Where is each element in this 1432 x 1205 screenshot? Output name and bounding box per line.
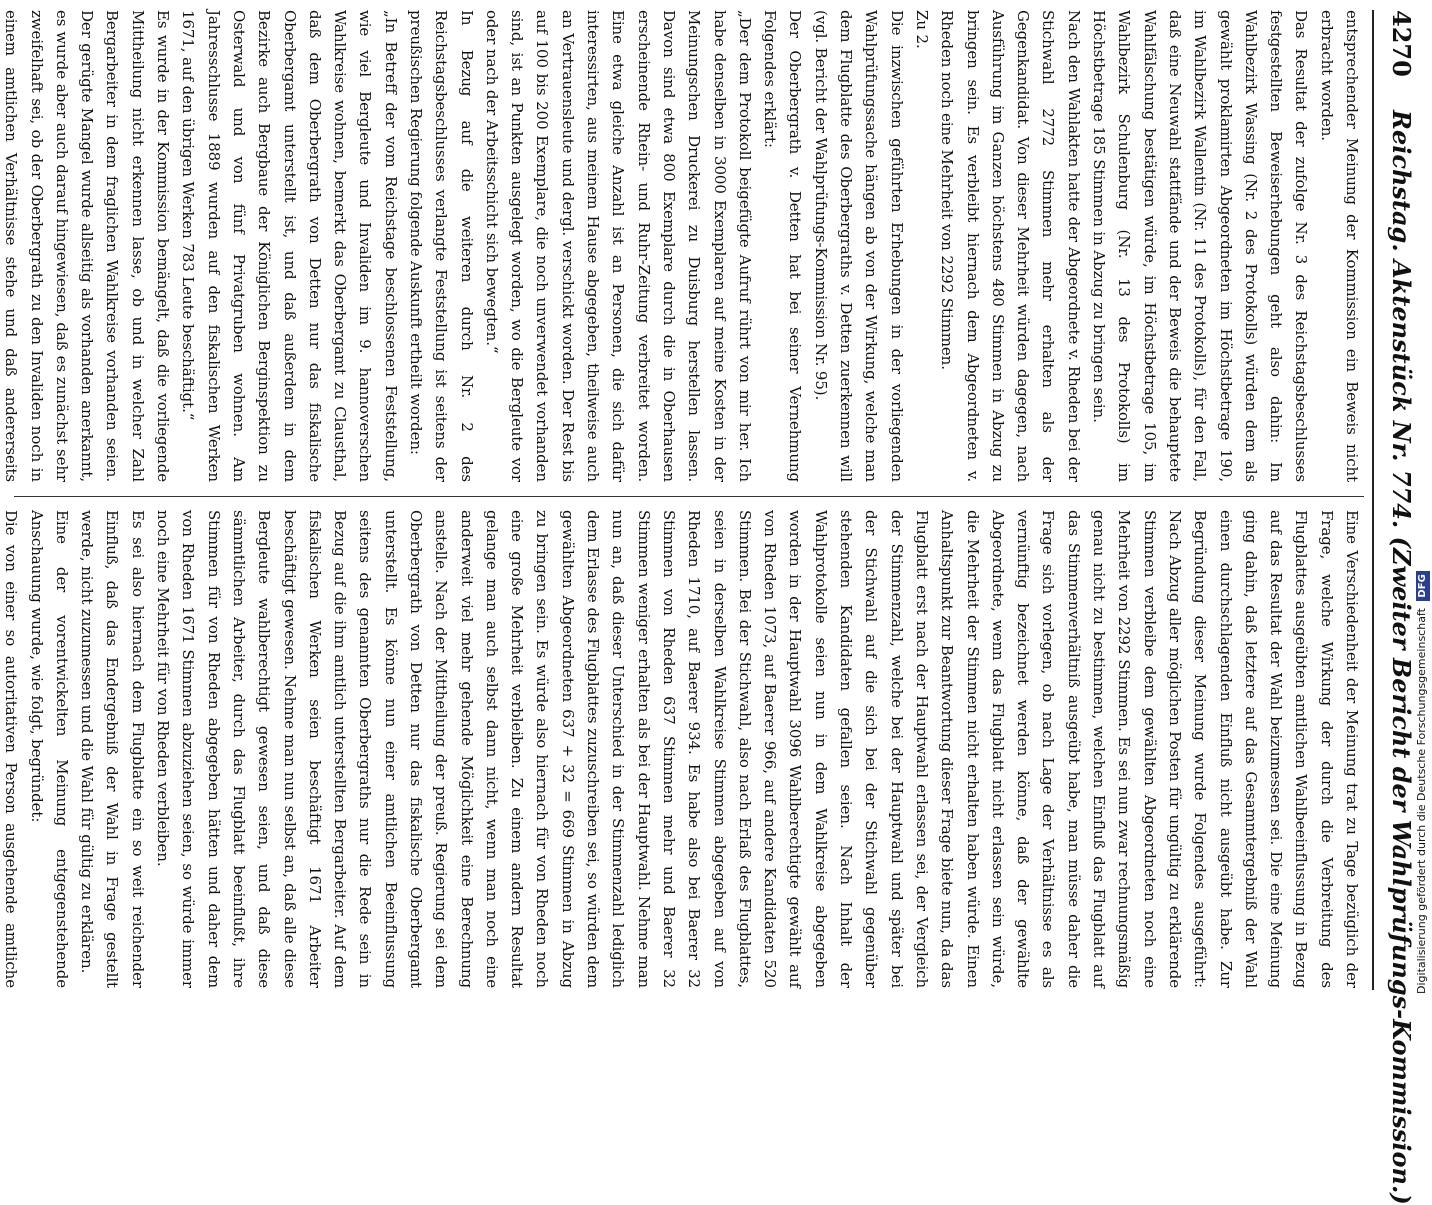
header-rule [1372, 10, 1374, 990]
attribution-strip [1412, 0, 1432, 1000]
right-column [2, 510, 1364, 988]
right-column-text: Eine Verschiedenheit der Meinung trat zu Tage bezüglich der Frage, welche Wirkung der durch die Verbreitung des Flugblattes ausgeübten amtlichen Wahlbeeinflussung in Bezug auf das Resultat der Wahl beizumessen sei. Die eine Meinung ging dahin, daß letztere auf das Gesammtergebniß der Wahl einen durchschlagenden Einfluß nicht ausgeübt habe. Zur Begründung dieser Meinung wurde Folgendes ausgeführt: Nach Abzug aller möglichen Posten für ungültig zu erklärende Stimmen verbleibe dem gewählten Abgeordneten noch eine Mehrheit von 2292 Stimmen. Es sei nun zwar rechnungsmäßig genau nicht zu bestimmen, welchen Einfluß das Flugblatt auf das Stimmenverhältniß ausgeübt habe, man müsse daher die Frage sich vorlegen, ob nach Lage der Verhältnisse es als vernünftig bezeichnet werden könne, daß der gewählte Abgeordnete, wenn das Flugblatt nicht erlassen sein würde, die Mehrheit der Stimmen nicht erhalten haben würde. Einen Anhaltspunkt zur Beantwortung dieser Frage biete nun, da das Flugblatt erst nach der Hauptwahl erlassen sei, der Vergleich der Stimmenzahl, welche bei der Hauptwahl und später bei der Stichwahl auf die sich bei der Stichwahl gegenüber stehenden Kandidaten gefallen seien. Nach Inhalt der Wahlprotokolle seien nun in dem Wahlkreise abgegeben worden in der Hauptwahl 3096 Wahlberechtigte gewählt auf von Rheden 1073, auf Baerer 966, auf andere Kandidaten 520 Stimmen. Bei der Stichwahl, also nach Erlaß des Flugblattes, seien in derselben Wahlkreise Stimmen abgegeben auf von Rheden 1710, auf Baerer 934. Es habe also bei Baerer 32 Stimmen von Rheden 637 Stimmen mehr und Baerer 32 Stimmen weniger erhalten als bei der Hauptwahl. Nehme man nun an, daß dieser Unterschied in der Stimmenzahl lediglich dem Erlasse des Flugblattes zuzuschreiben sei, so würden dem gewählten Abgeordneten 637 + 32 = 669 Stimmen in Abzug zu bringen sein. Es würde also hiernach für von Rheden noch eine große Mehrheit verbleiben. Zu einem andern Resultat gelange man auch selbst dann nicht, wenn man noch eine anderweit viel mehr gehende Möglichkeit eine Berechnung anstelle. Nach der Mittheilung der preuß. Regierung sei dem Oberbergrath von Detten nur das fiskalische Oberbergamt unterstellt. Es könne nun einer amtlichen Beeinflussung seitens des genannten Oberbergraths nur die Rede sein in Bezug auf die ihm amtlich unterstellten Bergarbeiter. Auf dem fiskalischen Werken seien beschäftigt 1671 Arbeiter beschäftigt gewesen. Nehme man nun selbst an, daß alle diese Bergleute wahlberechtigt gewesen seien, und daß diese sämmtlichen Arbeiter, durch das Flugblatt beeinflußt, ihre Stimmen für von Rheden abgegeben hätten und daher dem von Rheden 1671 Stimmen abzuziehen seien, so würde immer noch eine Mehrheit für von Rheden verbleiben. Es sei also hiernach dem Flugblatte ein so weit reichender Einfluß, daß das Endergebniß der Wahl in Frage gestellt werde, nicht zuzumessen und die Wahl für gültig zu erklären. Eine der vorentwickelten Meinung entgegenstehende Anschauung wurde, wie folgt, begründet: Die von einer so autoritativen Person ausgehende amtliche [2, 510, 1361, 988]
column-divider [14, 496, 1364, 497]
attribution-line [1412, 0, 1432, 1000]
left-column-text: entsprechender Meinung der Kommission ein Beweis nicht erbracht worden. Das Resultat der zufolge Nr. 3 des Reichstagsbeschlusses festgestellten Beweiserhebungen geht also dahin: Im Wahlbezirk Wassing (Nr. 2 des Protokolls) würden dem als gewählt proklamirten Abgeordneten im Höchstbetrage 190, im Wahlbezirk Wallentin (Nr. 11 des Protokolls), für den Fall, daß eine Neuwahl stattfände und der Beweis die behauptete Wahlfälschung bestätigen würde, im Höchstbetrage 105, im Wahlbezirk Schulenburg (Nr. 13 des Protokolls) im Höchstbetrage 185 Stimmen in Abzug zu bringen sein. Nach den Wahlakten hatte der Abgeordnete v. Rheden bei der Stichwahl 2772 Stimmen mehr erhalten als der Gegenkandidat. Von dieser Mehrheit würden dagegen, nach Ausführung im Ganzen höchstens 480 Stimmen in Abzug zu bringen sein. Es verbleibt hiernach dem Abgeordneten v. Rheden noch eine Mehrheit von 2292 Stimmen. Zu 2. Die inzwischen geführten Erhebungen in der vorliegenden Wahlprüfungssache hängen ab von der Wirkung, welche man dem Flugblatte des Oberbergraths v. Detten zuerkennen will (vgl. Bericht der Wahlprüfungs-Kommission Nr. 95). Der Oberbergrath v. Detten hat bei seiner Vernehmung Folgendes erklärt: „Der dem Protokoll beigefügte Aufruf rührt von mir her. Ich habe denselben in 3000 Exemplaren auf meine Kosten in der Meinungschen Druckerei zu Duisburg herstellen lassen. Davon sind etwa 800 Exemplare durch die in Oberhausen erscheinende Rhein- und Ruhr-Zeitung verbreitet worden. Eine etwa gleiche Anzahl ist an Personen, die sich dafür interessirten, aus meinem Hause abgegeben, theilweise auch an Vertrauensleute und dergl. verschickt worden. Der Rest bis auf 100 bis 200 Exemplare, die noch unverwendet vorhanden sind, ist an Punkten ausgelegt worden, wo die Bergleute vor oder nach der Arbeitsschicht sich bewegten.“ In Bezug auf die weiteren durch Nr. 2 des Reichstagsbeschlusses verlangte Feststellung ist seitens der preußischen Regierung folgende Auskunft ertheilt worden: „In Betreff der vom Reichstage beschlossenen Feststellung, wie viel Bergleute und Invaliden im 9. hannoverschen Wahlkreise wohnen, bemerkt das Oberbergamt zu Clausthal, daß dem Oberbergrath von Detten nur das fiskalische Oberbergamt unterstellt ist, und daß außerdem in dem Bezirke auch Bergbaue der Königlichen Berginspektion zu Osterwald und von fünf Privatgruben wohnen. Am Jahresschlusse 1889 wurden auf den fiskalischen Werken 1671, auf den übrigen Werken 783 Leute beschäftigt.“ Es wurde in der Kommission bemängelt, daß die vorliegende Mittheilung nicht erkennen lasse, ob und in welcher Zahl Bergarbeiter in dem fraglichen Wahlkreise vorhanden seien. Der gerügte Mangel wurde allseitig als vorhanden anerkannt, es wurde aber auch darauf hingewiesen, daß es zunächst sehr zweifelhaft sei, ob der Oberbergrath zu den Invaliden noch in einem amtlichen Verhältnisse stehe und daß andererseits [2, 10, 1361, 482]
dfg-logo-icon: DFG [1416, 571, 1430, 600]
page-number: 4270 [1387, 10, 1416, 77]
attribution-text: Digitalisierung gefördert durch die Deutsche Forschungsgemeinschaft [1415, 608, 1428, 994]
left-column [2, 10, 1364, 482]
header-title: Reichstag. Aktenstück Nr. 774. (Zweiter Bericht der Wahlprüfungs-Kommission.) [1387, 110, 1416, 1205]
